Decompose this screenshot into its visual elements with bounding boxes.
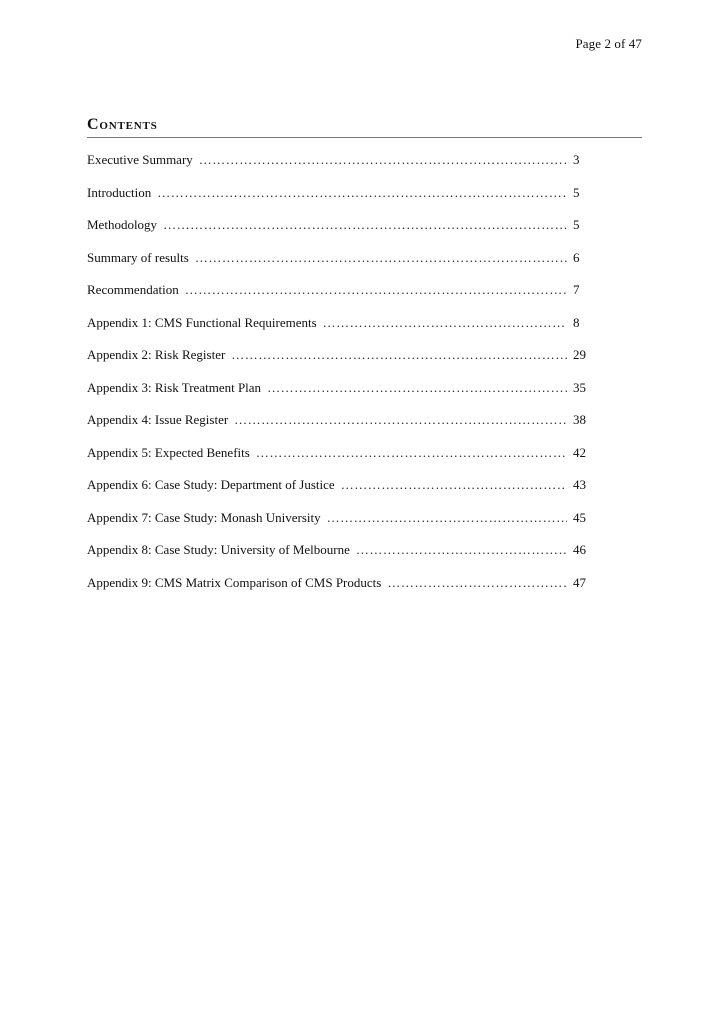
toc-entry-page: 29: [573, 347, 586, 362]
toc-entry-title: Appendix 4: Issue Register: [87, 412, 229, 427]
toc-entry-appendix-8[interactable]: [87, 542, 597, 575]
toc-entry-title: Executive Summary: [87, 152, 193, 167]
toc-entry-title: Methodology: [87, 217, 158, 232]
toc-entry-page: 6: [573, 249, 580, 265]
toc-entry-appendix-2[interactable]: [87, 347, 597, 380]
toc-entry-page: 47: [573, 574, 586, 590]
toc-dot-leader: [323, 315, 567, 331]
table-of-contents: [87, 152, 597, 607]
toc-entry-title: Appendix 5: Expected Benefits: [87, 444, 250, 460]
toc-entry-title: Appendix 8: Case Study: University of Melbourne: [87, 542, 350, 557]
toc-entry-appendix-3[interactable]: [87, 380, 597, 413]
toc-entry-executive-summary[interactable]: [87, 152, 597, 185]
toc-entry-appendix-9[interactable]: [87, 575, 597, 608]
toc-dot-leader: [356, 542, 567, 558]
toc-entry-page: 46: [573, 542, 586, 557]
page-number-header: Page 2 of 47: [575, 36, 642, 51]
toc-dot-leader: [256, 445, 567, 461]
toc-entry-appendix-5[interactable]: [87, 445, 597, 478]
toc-entry-appendix-7[interactable]: [87, 510, 597, 543]
toc-entry-methodology[interactable]: [87, 217, 597, 250]
toc-entry-page: 3: [573, 152, 580, 167]
toc-entry-title: Appendix 2: Risk Register: [87, 347, 226, 362]
toc-entry-page: 35: [573, 379, 586, 395]
toc-entry-title: Appendix 3: Risk Treatment Plan: [87, 379, 262, 395]
toc-dot-leader: [341, 477, 567, 493]
toc-entry-introduction[interactable]: [87, 185, 597, 218]
toc-dot-leader: [195, 250, 567, 266]
toc-entry-page: 8: [573, 314, 580, 330]
toc-entry-page: 45: [573, 509, 586, 525]
toc-entry-title: Appendix 9: CMS Matrix Comparison of CMS Products: [87, 574, 382, 590]
toc-entry-page: 7: [573, 282, 580, 297]
toc-entry-page: 43: [573, 477, 586, 492]
toc-entry-page: 42: [573, 444, 586, 460]
toc-dot-leader: [327, 510, 567, 526]
toc-entry-appendix-6[interactable]: [87, 477, 597, 510]
toc-dot-leader: [163, 217, 567, 233]
toc-dot-leader: [267, 380, 567, 396]
toc-entry-page: 38: [573, 412, 586, 427]
toc-entry-page: 5: [573, 217, 580, 232]
toc-entry-title: Summary of results: [87, 249, 189, 265]
contents-heading: Contents: [87, 116, 642, 138]
toc-entry-title: Introduction: [87, 184, 152, 200]
toc-entry-recommendation[interactable]: [87, 282, 597, 315]
toc-entry-title: Appendix 7: Case Study: Monash University: [87, 509, 321, 525]
toc-dot-leader: [234, 412, 567, 428]
toc-entry-appendix-4[interactable]: [87, 412, 597, 445]
toc-entry-title: Appendix 1: CMS Functional Requirements: [87, 314, 317, 330]
toc-entry-title: Appendix 6: Case Study: Department of Justice: [87, 477, 335, 492]
toc-dot-leader: [231, 347, 567, 363]
toc-dot-leader: [185, 282, 567, 298]
toc-dot-leader: [199, 152, 567, 168]
toc-entry-summary-of-results[interactable]: [87, 250, 597, 283]
toc-entry-title: Recommendation: [87, 282, 179, 297]
toc-entry-page: 5: [573, 184, 580, 200]
toc-dot-leader: [387, 575, 567, 591]
toc-entry-appendix-1[interactable]: [87, 315, 597, 348]
toc-dot-leader: [157, 185, 567, 201]
